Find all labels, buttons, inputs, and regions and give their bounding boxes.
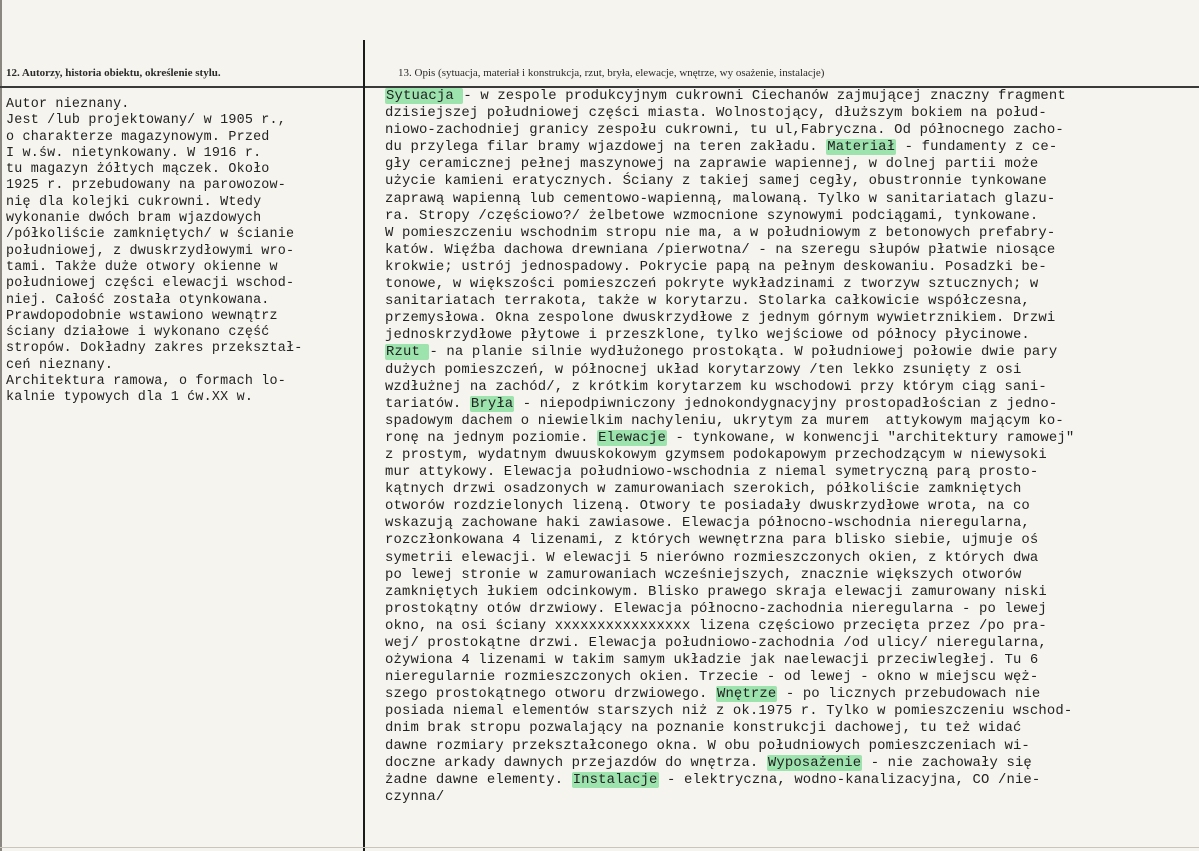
- text-line: [385, 755, 1197, 772]
- line-text: ronę na jednym poziomie.: [385, 429, 598, 446]
- text-line: Prawdopodobnie wstawiono wewnątrz: [6, 308, 278, 324]
- line-text: nieregularnie rozmieszczonych okien. Trzecie - od lewej - okno w miejscu węż-: [385, 669, 1039, 686]
- line-text: wej/ prostokątne drzwi. Elewacja południowo-zachodnia /od ulicy/ nieregularna,: [385, 635, 1047, 651]
- text-line: południowej części elewacji wschod-: [6, 276, 295, 292]
- text-line: [385, 430, 1197, 447]
- text-line: [385, 498, 1197, 515]
- line-text: po lewej stronie w zamurowaniach wcześniejszych, znacznie większych otworów: [385, 566, 1022, 583]
- text-line: [385, 139, 1197, 156]
- text-line: [385, 156, 1197, 173]
- text-line: [385, 191, 1197, 208]
- line-text: - niepodpiwniczony jednokondygnacyjny prostopadłościan z jedno-: [514, 395, 1058, 412]
- line-text: sanitariatach terrakota, także w korytarzu. Stolarka całkowicie współczesna,: [385, 293, 1030, 310]
- line-text: - elektryczna, wodno-kanalizacyjna, CO /nie-: [658, 771, 1041, 788]
- line-text: katów. Więźba dachowa drewniana /pierwotna/ - na szeregu słupów płatwie niosące: [385, 241, 1056, 258]
- authors-history-column: [6, 97, 366, 407]
- text-line: [385, 225, 1197, 242]
- line-text: krokwie; ustrój jednospadowy. Pokrycie papą na pełnym deskowaniu. Posadzki be-: [385, 258, 1047, 275]
- text-line: [385, 396, 1197, 413]
- line-text: przemysłowa. Okna zespolone dwuskrzydłowe z jednym górnym wywietrznikiem. Drzwi: [385, 310, 1056, 327]
- text-line: [385, 635, 1197, 652]
- line-text: gły ceramicznej pełnej maszynowej na zaprawie wapiennej, w dolnej partii może: [385, 156, 1039, 173]
- line-text: ra. Stropy /częściowo?/ żelbetowe wzmocnione szynowymi podciągami, tynkowane.: [385, 207, 1039, 224]
- text-line: [385, 379, 1197, 396]
- text-line: ściany działowe i wykonano część: [6, 325, 270, 341]
- highlighted-keyword: Sytuacja: [386, 88, 463, 104]
- text-line: [385, 584, 1197, 601]
- text-line: o charakterze magazynowym. Przed: [6, 129, 270, 145]
- text-line: [385, 738, 1197, 755]
- text-line: niej. Całość została otynkowana.: [6, 292, 270, 308]
- section-12-heading: 12. Autorzy, historia obiektu, określenie stylu.: [6, 67, 221, 79]
- line-text: dnim brak stropu pozwalający na poznanie konstrukcji dachowej, tu też widać: [385, 720, 1022, 737]
- text-line: Architektura ramowa, o formach lo-: [6, 374, 287, 390]
- text-line: [385, 362, 1197, 379]
- line-text: dawne rozmiary przekształconego okna. W obu południowych pomieszczeniach wi-: [385, 737, 1030, 754]
- text-line: kalnie typowych dla 1 ćw.XX w.: [6, 390, 254, 406]
- text-line: [385, 532, 1197, 549]
- line-text: wzdłużnej na zachód/, z krótkim korytarzem ku wschodowi przy którym ciąg sani-: [385, 378, 1047, 395]
- line-text: - nie zachowały się: [862, 754, 1032, 771]
- text-line: [385, 789, 1197, 806]
- highlighted-keyword: Instalacje: [572, 771, 658, 788]
- line-text: zaprawą wapienną lub cementowo-wapienną, malowaną. Tylko w sanitariatach glazu-: [385, 190, 1056, 207]
- highlighted-keyword: Materiał: [827, 139, 896, 156]
- line-text: - po licznych przebudowach nie: [777, 686, 1041, 703]
- text-line: [385, 242, 1197, 259]
- text-line: [385, 464, 1197, 481]
- text-line: [385, 327, 1197, 344]
- text-line: [385, 413, 1197, 430]
- text-line: [385, 259, 1197, 276]
- line-text: wskazują zachowane haki zawiasowe. Elewacja północno-wschodnia nieregularna,: [385, 515, 1030, 532]
- text-line: [385, 447, 1197, 464]
- text-line: [385, 550, 1197, 567]
- line-text: - w zespole produkcyjnym cukrowni Ciechanów zajmującej znaczny fragment: [463, 88, 1066, 104]
- text-line: [385, 772, 1197, 789]
- line-text: okno, na osi ściany xxxxxxxxxxxxxxxx lizena częściowo przecięta przez /po pra-: [385, 617, 1047, 634]
- line-text: dzisiejszej południowej części miasta. Wolnostojący, dłuższym bokiem na połud-: [385, 105, 1047, 122]
- line-text: kątnych drzwi osadzonych w zamurowaniach szerokich, półkoliście zamkniętych: [385, 481, 1022, 498]
- description-column: [385, 88, 1197, 806]
- text-line: [385, 515, 1197, 532]
- text-line: nię dla kolejki cukrowni. Wtedy: [6, 194, 262, 210]
- line-text: doczne arkady dawnych przejazdów do wnętrza.: [385, 754, 767, 771]
- text-line: tami. Także duże otwory okienne w: [6, 259, 278, 275]
- text-line: [385, 601, 1197, 618]
- line-text: otworów rozdzielonych lizeną. Otwory te posiadały dwuskrzydłowe wrota, na co: [385, 498, 1030, 515]
- text-line: [385, 669, 1197, 686]
- text-line: I w.św. nietynkowany. W 1916 r.: [6, 145, 262, 161]
- text-line: [385, 173, 1197, 190]
- line-text: tariatów.: [385, 395, 470, 412]
- text-line: [385, 703, 1197, 720]
- highlighted-keyword: Bryła: [470, 395, 514, 412]
- text-line: /półkoliście zamkniętych/ w ścianie: [6, 227, 295, 243]
- highlighted-keyword: Wnętrze: [716, 686, 777, 703]
- text-line: stropów. Dokładny zakres przekształ-: [6, 341, 303, 357]
- text-line: [385, 720, 1197, 737]
- highlighted-keyword: Rzut: [386, 344, 429, 361]
- line-text: W pomieszczeniu wschodnim stropu nie ma, a w południowym z betonowych prefabry-: [385, 224, 1056, 241]
- heading-rule-left: [0, 86, 363, 88]
- line-text: du przylega filar bramy wjazdowej na teren zakładu.: [385, 139, 827, 156]
- highlighted-keyword: Elewacje: [598, 429, 667, 446]
- line-text: szego prostokątnego otworu drzwiowego.: [385, 686, 716, 703]
- line-text: z prostym, wydatnym dwuuskokowym gzymsem podokapowym przechodzącym w niewysoki: [385, 446, 1047, 463]
- text-line: [385, 208, 1197, 225]
- text-line: [385, 88, 1197, 105]
- line-text: prostokątny otów drzwiowy. Elewacja północno-zachodnia nieregularna - po lewej: [385, 600, 1047, 617]
- line-text: żadne dawne elementy.: [385, 771, 572, 788]
- text-line: [385, 618, 1197, 635]
- page-edge: [0, 0, 2, 851]
- text-line: tu magazyn żółtych mączek. Około: [6, 162, 270, 178]
- line-text: rozczłonkowana 4 lizenami, z których wewnętrzna para blisko siebie, ujmuje oś: [385, 532, 1039, 549]
- text-line: Autor nieznany.: [6, 97, 130, 112]
- text-line: Jest /lub projektowany/ w 1905 r.,: [6, 113, 287, 129]
- line-text: dużych pomieszczeń, w północnej układ korytarzowy /ten lekko zsunięty z osi: [385, 361, 1022, 378]
- line-text: symetrii elewacji. W elewacji 5 nierówno rozmieszczonych okien, z których dwa: [385, 549, 1039, 566]
- text-line: południowej, z dwuskrzydłowymi wro-: [6, 243, 295, 259]
- line-text: - tynkowane, w konwencji "architektury ramowej": [667, 429, 1075, 446]
- text-line: [385, 276, 1197, 293]
- text-line: [385, 481, 1197, 498]
- line-text: czynna/: [385, 788, 445, 805]
- line-text: mur attykowy. Elewacja południowo-wschodnia z niemal symetryczną parą prosto-: [385, 464, 1039, 481]
- line-text: - fundamenty z ce-: [896, 139, 1058, 156]
- page-bottom-edge: [0, 847, 1199, 848]
- line-text: ożywiona 4 lizenami w takim samym układzie jak naelewacji przeciwległej. Tu 6: [385, 652, 1039, 669]
- text-line: [385, 686, 1197, 703]
- line-text: niowo-zachodniej granicy zespołu cukrowni, tu ul,Fabryczna. Od północnego zacho-: [385, 122, 1064, 139]
- line-text: - na planie silnie wydłużonego prostokąta. W południowej połowie dwie pary: [429, 344, 1058, 361]
- line-text: spadowym dachem o niewielkim nachyleniu, ukrytym za murem attykowym mającym ko-: [385, 412, 1064, 429]
- text-line: 1925 r. przebudowany na parowozow-: [6, 178, 287, 194]
- highlighted-keyword: Wyposażenie: [767, 754, 862, 771]
- text-line: [385, 567, 1197, 584]
- text-line: [385, 310, 1197, 327]
- line-text: tonowe, w większości pomieszczeń pokryte wykładzinami z tworzyw sztucznych; w: [385, 276, 1039, 293]
- line-text: posiada niemal elementów starszych niż z ok.1975 r. Tylko w pomieszczeniu wschod-: [385, 703, 1073, 720]
- section-13-heading: 13. Opis (sytuacja, materiał i konstrukcja, rzut, bryła, elewacje, wnętrze, wy osażenie, instalacje): [398, 67, 825, 79]
- text-line: wykonanie dwóch bram wjazdowych: [6, 211, 262, 227]
- text-line: ceń nieznany.: [6, 357, 114, 373]
- text-line: [385, 293, 1197, 310]
- line-text: zamkniętych łukiem odcinkowym. Blisko prawego skraja elewacji zamurowany niski: [385, 583, 1047, 600]
- line-text: jednoskrzydłowe płytowe i przeszklone, tylko wejściowe od północy płycinowe.: [385, 327, 1030, 344]
- text-line: [385, 652, 1197, 669]
- text-line: [385, 105, 1197, 122]
- line-text: użycie kamieni eratycznych. Ściany z takiej samej cegły, obustronnie tynkowane: [385, 173, 1047, 190]
- text-line: [385, 122, 1197, 139]
- text-line: [385, 344, 1197, 361]
